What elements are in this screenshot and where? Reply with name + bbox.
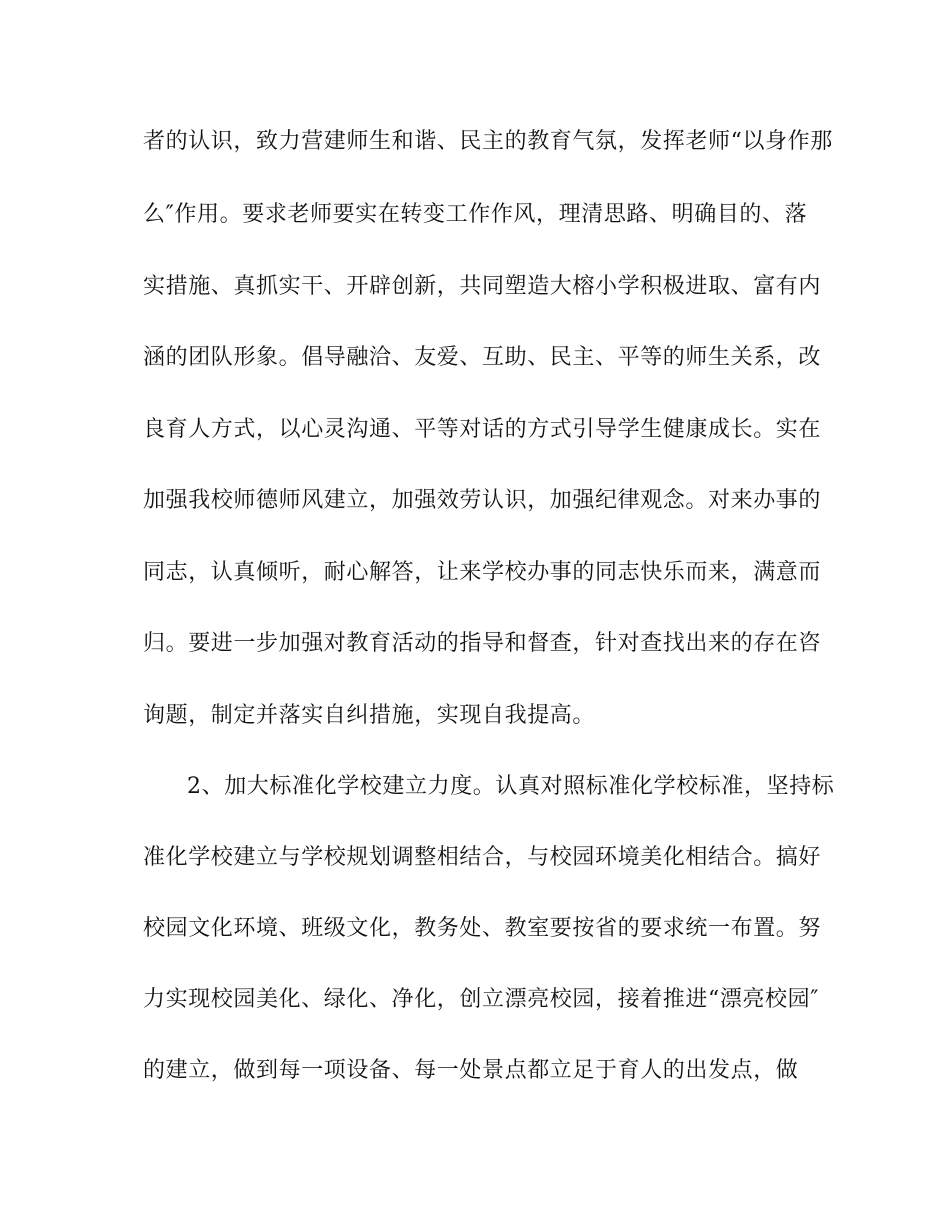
paragraph-2-first-line: 2、加大标准化学校建立力度。认真对照标准化学校标准，坚持标 bbox=[187, 774, 835, 799]
text-line: 的建立，做到每一项设备、每一处景点都立足于育人的出发点，做 bbox=[143, 1058, 799, 1083]
text-line: 良育人方式，以心灵沟通、平等对话的方式引导学生健康成长。实在 bbox=[143, 417, 822, 442]
text-line: 么″作用。要求老师要实在转变工作作风，理清思路、明确目的、落 bbox=[143, 202, 808, 227]
text-line: 准化学校建立与学校规划调整相结合，与校园环境美化相结合。搞好 bbox=[143, 845, 822, 870]
text-line: 力实现校园美化、绿化、净化，创立漂亮校园，接着推进“漂亮校园″ bbox=[143, 987, 820, 1012]
text-line: 者的认识，致力营建师生和谐、民主的教育气氛，发挥老师“以身作那 bbox=[143, 129, 833, 154]
text-line: 涵的团队形象。倡导融洽、友爱、互助、民主、平等的师生关系，改 bbox=[143, 345, 822, 370]
text-line: 询题，制定并落实自纠措施，实现自我提高。 bbox=[143, 703, 596, 728]
text-line: 同志，认真倾听，耐心解答，让来学校办事的同志快乐而来，满意而 bbox=[143, 560, 822, 585]
text-line: 实措施、真抓实干、开辟创新，共同塑造大榕小学积极进取、富有内 bbox=[143, 274, 822, 299]
text-line: 加强我校师德师风建立，加强效劳认识，加强纪律观念。对来办事的 bbox=[143, 488, 822, 513]
text-line: 归。要进一步加强对教育活动的指导和督查，针对查找出来的存在咨 bbox=[143, 631, 822, 656]
text-line: 校园文化环境、班级文化，教务处、教室要按省的要求统一布置。努 bbox=[143, 916, 822, 941]
